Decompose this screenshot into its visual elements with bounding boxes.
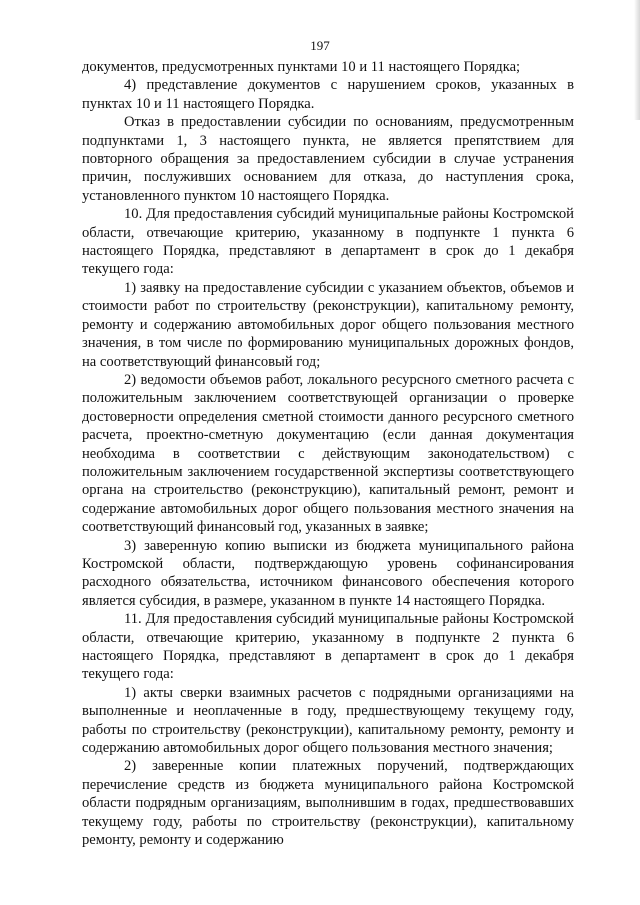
paragraph-11-item-1: 1) акты сверки взаимных расчетов с подрядными организациями на выполненные и неоплаченные в году, предшествующему текущему году, работы по строительству (реконструкции), капитальному ремонту, ремонту и содержанию автомобильных дорог общего пользования местного значения;	[82, 684, 574, 757]
paragraph-continuation: документов, предусмотренных пунктами 10 и 11 настоящего Порядка;	[82, 59, 521, 75]
paragraph-section-11: 11. Для предоставления субсидий муниципальные районы Костромской области, отвечающие критерию, указанному в подпункте 2 пункта 6 настоящего Порядка, представляют в департамент в срок до 1 декабря текущего года:	[82, 611, 574, 683]
paragraph-refusal-note: Отказ в предоставлении субсидии по основаниям, предусмотренным подпунктами 1, 3 настоящего пункта, не является препятствием для повторного обращения за предоставлением субсидии в случае устранения причин, послуживших основанием для отказа, до наступления срока, установленного пунктом 10 настоящего Порядка.	[82, 114, 574, 204]
paragraph-10-item-3: 3) заверенную копию выписки из бюджета муниципального района Костромской области, подтверждающую уровень софинансирования расходного обязательства, источником финансового обеспечения которого является субсидия, в размере, указанном в пункте 14 настоящего Порядка.	[82, 537, 574, 609]
paragraph-section-10: 10. Для предоставления субсидий муниципальные районы Костромской области, отвечающие критерию, указанному в подпункте 1 пункта 6 настоящего Порядка, представляют в департамент в срок до 1 декабря текущего года:	[82, 206, 574, 278]
paragraph-10-item-2: 2) ведомости объемов работ, локального ресурсного сметного расчета с положительным заключением соответствующей организации о проверке достоверности определения сметной стоимости данного ресурсного сметного расчета, проектно-сметную документацию (если данная документация необходима в соответствии с действующим законодательством) с положительным заключением государственной экспертизы соответствующего органа на строительство (реконструкцию), капитальный ремонт, ремонт и содержание автомобильных дорог общего пользования местного значения на соответствующий финансовый год, указанных в заявке;	[82, 371, 574, 536]
document-body	[82, 58, 574, 849]
scan-edge-shadow	[634, 0, 640, 120]
paragraph-11-item-2: 2) заверенные копии платежных поручений, подтверждающих перечисление средств из бюджета муниципального района Костромской области подрядным организациям, выполнившим в годах, предшествовавших текущему году, работы по строительству (реконструкции), капитальному ремонту, ремонту и содержанию	[82, 758, 574, 849]
paragraph-item-4: 4) представление документов с нарушением сроков, указанных в пунктах 10 и 11 настоящего Порядка.	[82, 77, 574, 112]
page-number: 197	[310, 38, 330, 53]
paragraph-10-item-1: 1) заявку на предоставление субсидии с указанием объектов, объемов и стоимости работ по строительству (реконструкции), капитальному ремонту, ремонту и содержанию автомобильных дорог общего пользования местного значения, в том числе по формированию муниципальных дорожных фондов, на соответствующий финансовый год;	[82, 279, 574, 370]
